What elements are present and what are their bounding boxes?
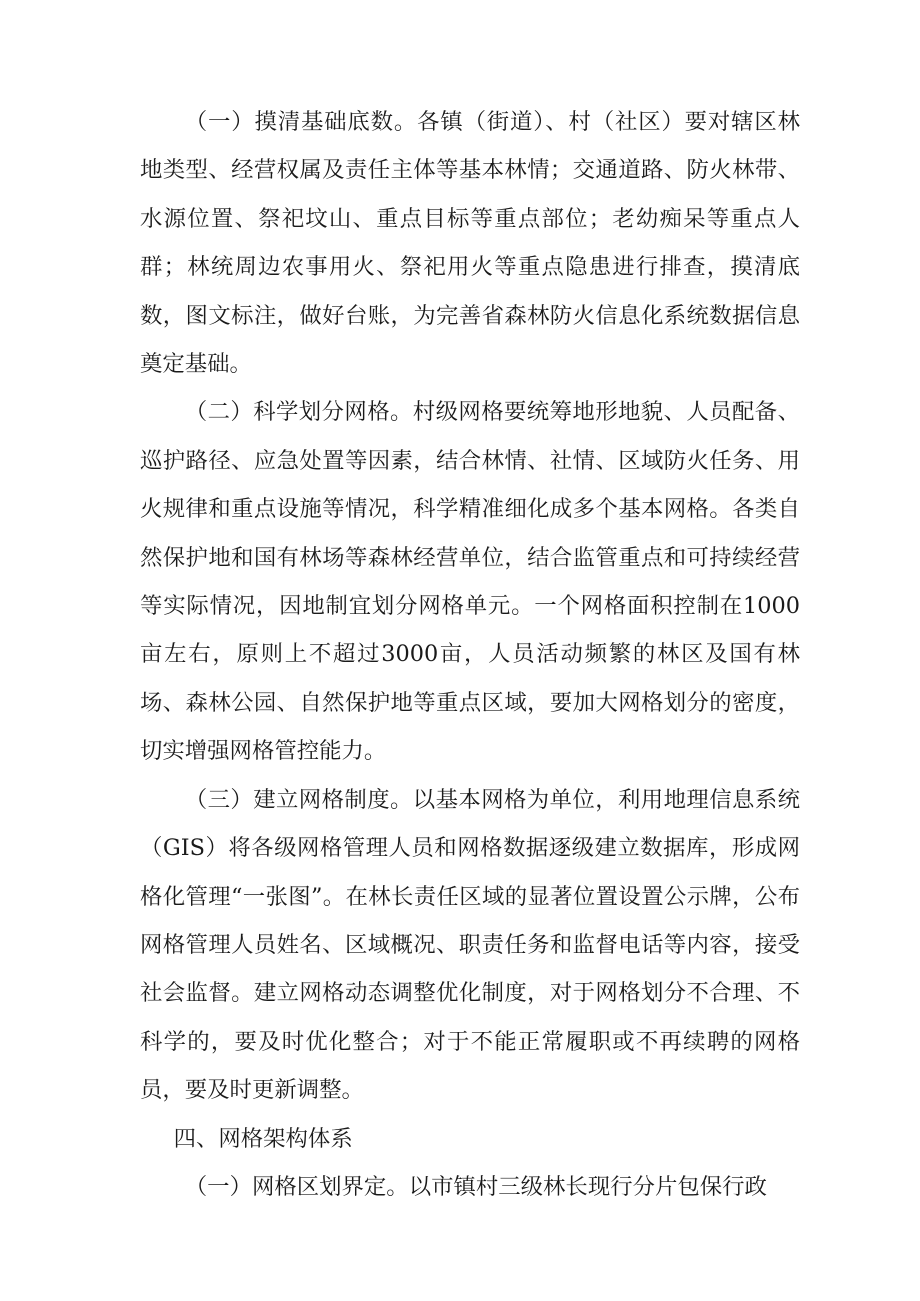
paragraph-grid-zoning: （一）网格区划界定。以市镇村三级林长现行分片包保行政 xyxy=(184,1173,767,1200)
paragraph-grid-division: （二）科学划分网格。村级网格要统筹地形地貌、人员配备、巡护路径、应急处置等因素，结合林情、社情、区域防火任务、用火规律和重点设施等情况，科学精准细化成多个基本网格。各类自然保护地和国有林场等森林经营单位，结合监管重点和可持续经营等实际情况，因地制宜划分网格单元。一个网格面积控制在1000亩左右，原则上不超过3000亩，人员活动频繁的林区及国有林场、森林公园、自然保护地等重点区域，要加大网格划分的密度，切实增强网格管控能力。 xyxy=(140,399,800,765)
paragraph-grid-system: （三）建立网格制度。以基本网格为单位，利用地理信息系统（GIS）将各级网格管理人员和网格数据逐级建立数据库，形成网格化管理“一张图”。在林长责任区域的显著位置设置公示牌，公布网格管理人员姓名、区域概况、职责任务和监督电话等内容，接受社会监督。建立网格动态调整优化制度，对于网格划分不合理、不科学的，要及时优化整合；对于不能正常履职或不再续聘的网格员，要及时更新调整。 xyxy=(140,786,800,1104)
section-heading: 四、网格架构体系 xyxy=(173,1125,353,1152)
paragraph-basic-data: （一）摸清基础底数。各镇（街道）、村（社区）要对辖区林地类型、经营权属及责任主体等基本林情；交通道路、防火林带、水源位置、祭祀坟山、重点目标等重点部位；老幼痴呆等重点人群；林统周边农事用火、祭祀用火等重点隐患进行排查，摸清底数，图文标注，做好台账，为完善省森林防火信息化系统数据信息奠定基础。 xyxy=(140,109,800,378)
document-body xyxy=(140,98,800,1211)
